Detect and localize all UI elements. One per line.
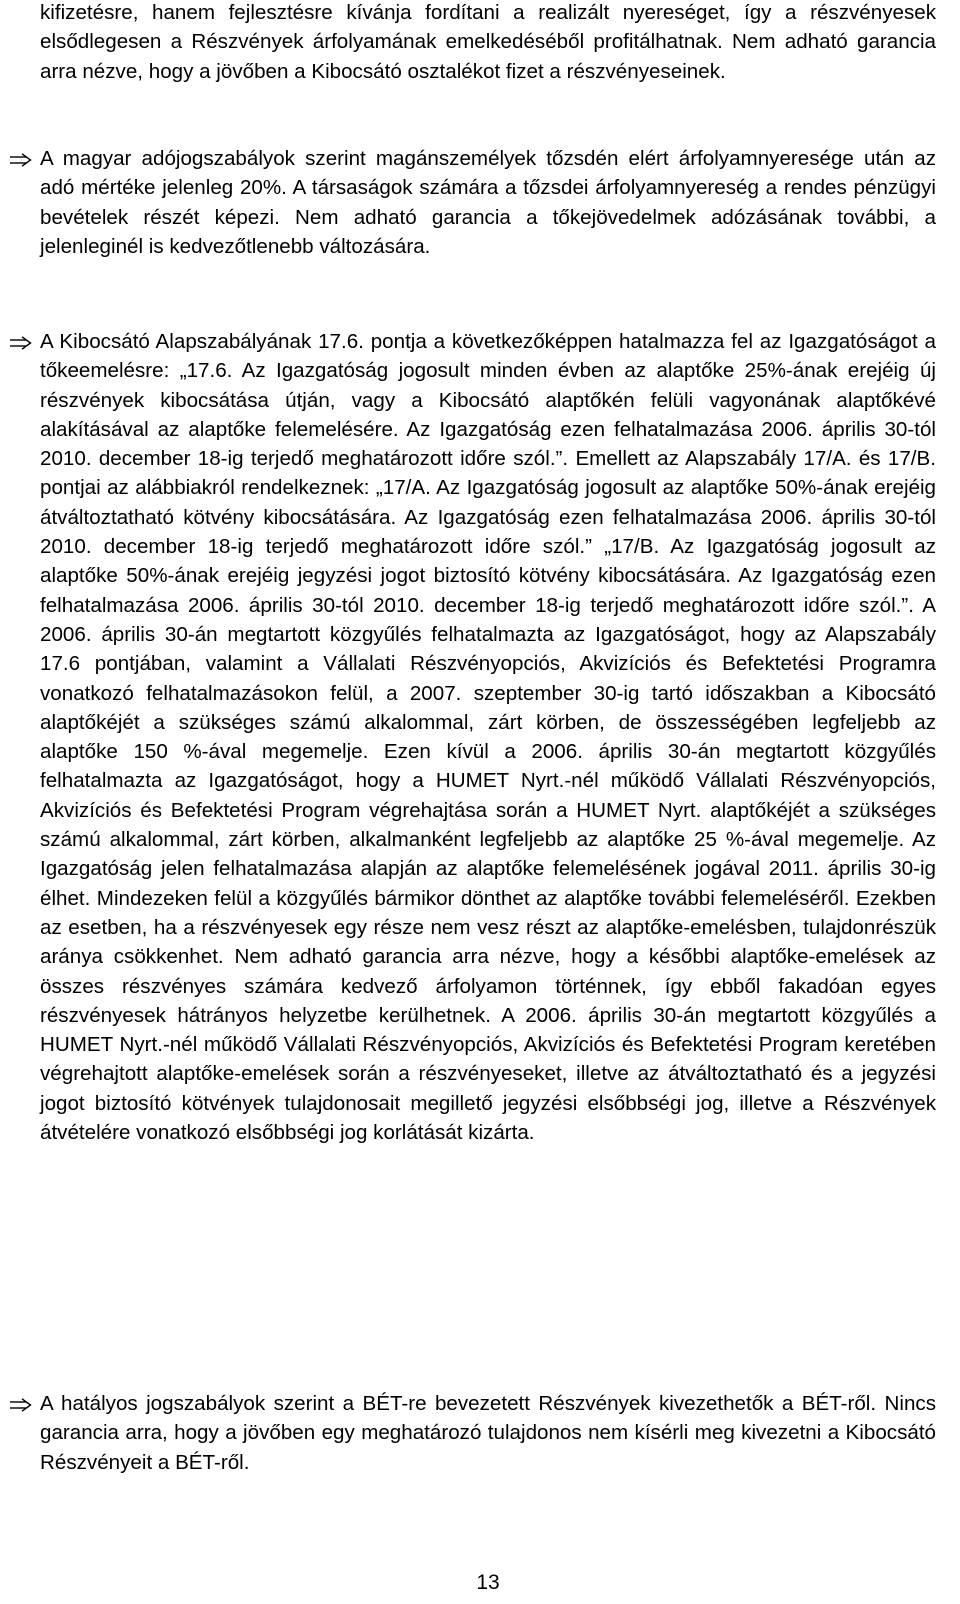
double-arrow-right-icon [10,1398,32,1412]
page-number: 13 [476,1571,500,1594]
intro-paragraph: kifizetésre, hanem fejlesztésre kívánja fordítani a realizált nyereséget, így a részvényesek elsődlegesen a Részvények árfolyamának emelkedéséből profitálhatnak. Nem adható garancia arra nézve, hogy a jövőben a Kibocsátó osztalékot fizet a részvényeseinek. [40,1,936,83]
bullet-paragraph-capital-increase: A Kibocsátó Alapszabályának 17.6. pontja a következőképpen hatalmazza fel az Igazgatóságot a tőkeemelésre: „17.6. Az Igazgatóság jogosult minden évben az alaptőke 25%-ának erejéig új részvények kibocsátása útján, vagy a Kibocsátó alaptőkén felüli vagyonának alaptőkévé alakításával az alaptőke felemelésére. Az Igazgatóság ezen felhatalmazása 2006. április 30-tól 2010. december 18-ig terjedő meghatározott időre szól.”. Emellett az Alapszabály 17/A. és 17/B. pontjai az alábbiakról rendelkeznek: „17/A. Az Igazgatóság jogosult az alaptőke 50%-ának erejéig átváltoztatható kötvény kibocsátására. Az Igazgatóság ezen felhatalmazása 2006. április 30-tól 2010. december 18-ig terjedő meghatározott időre szól.” „17/B. Az Igazgatóság jogosult az alaptőke 50%-ának erejéig jegyzési jogot biztosító kötvény kibocsátására. Az Igazgatóság ezen felhatalmazása 2006. április 30-tól 2010. december 18-ig terjedő meghatározott időre szól.”. A 2006. április 30-án megtartott közgyűlés felhatalmazta az Igazgatóságot, hogy az Alapszabály 17.6 pontjában, valamint a Vállalati Részvényopciós, Akvizíciós és Befektetési Programra vonatkozó felhatalmazásokon felül, a 2007. szeptember 30-ig tartó időszakban a Kibocsátó alaptőkéjét a szükséges számú alkalommal, zárt körben, de összességében legfeljebb az alaptőke 150 %-ával megemelje. Ezen kívül a 2006. április 30-án megtartott közgyűlés felhatalmazta az Igazgatóságot, hogy a HUMET Nyrt.-nél működő Vállalati Részvényopciós, Akvizíciós és Befektetési Program végrehajtása során a HUMET Nyrt. alaptőkéjét a szükséges számú alkalommal, zárt körben, alkalmanként legfeljebb az alaptőke 25 %-ával megemelje. Az Igazgatóság jelen felhatalmazása alapján az alaptőke felemelésének jogával 2011. április 30-ig élhet. Mindezeken felül a közgyűlés bármikor dönthet az alaptőke további felemeléséről. Ezekben az esetben, ha a részvényesek egy része nem vesz részt az alaptőke-emelésben, tulajdonrészük aránya csökkenhet. Nem adható garancia arra nézve, hogy a későbbi alaptőke-emelések az összes részvényes számára kedvező árfolyamon történnek, így ebből fakadóan egyes részvényesek hátrányos helyzetbe kerülhetnek. A 2006. április 30-án megtartott közgyűlés a HUMET Nyrt.-nél működő Vállalati Részvényopciós, Akvizíciós és Befektetési Program keretében végrehajtott alaptőke-emelések során a részvényeseket, illetve az átváltoztatható és a jegyzési jogot biztosító kötvények tulajdonosait megillető jegyzési elsőbbségi jog, illetve a Részvények átvételére vonatkozó elsőbbségi jog korlátását kizárta. [40,330,936,1145]
double-arrow-right-icon [10,153,32,167]
bullet-paragraph-tax: A magyar adójogszabályok szerint magánszemélyek tőzsdén elért árfolyamnyeresége után az adó mértéke jelenleg 20%. A társaságok számára a tőzsdei árfolyamnyereség a rendes pénzügyi bevételek részét képezi. Nem adható garancia a tőkejövedelmek adózásának további, a jelenleginél is kedvezőtlenebb változására. [40,147,936,258]
double-arrow-right-icon [10,336,32,350]
bullet-paragraph-delisting: A hatályos jogszabályok szerint a BÉT-re bevezetett Részvények kivezethetők a BÉT-ről. Nincs garancia arra, hogy a jövőben egy meghatározó tulajdonos nem kísérli meg kivezetni a Kibocsátó Részvényeit a BÉT-ről. [40,1392,936,1474]
